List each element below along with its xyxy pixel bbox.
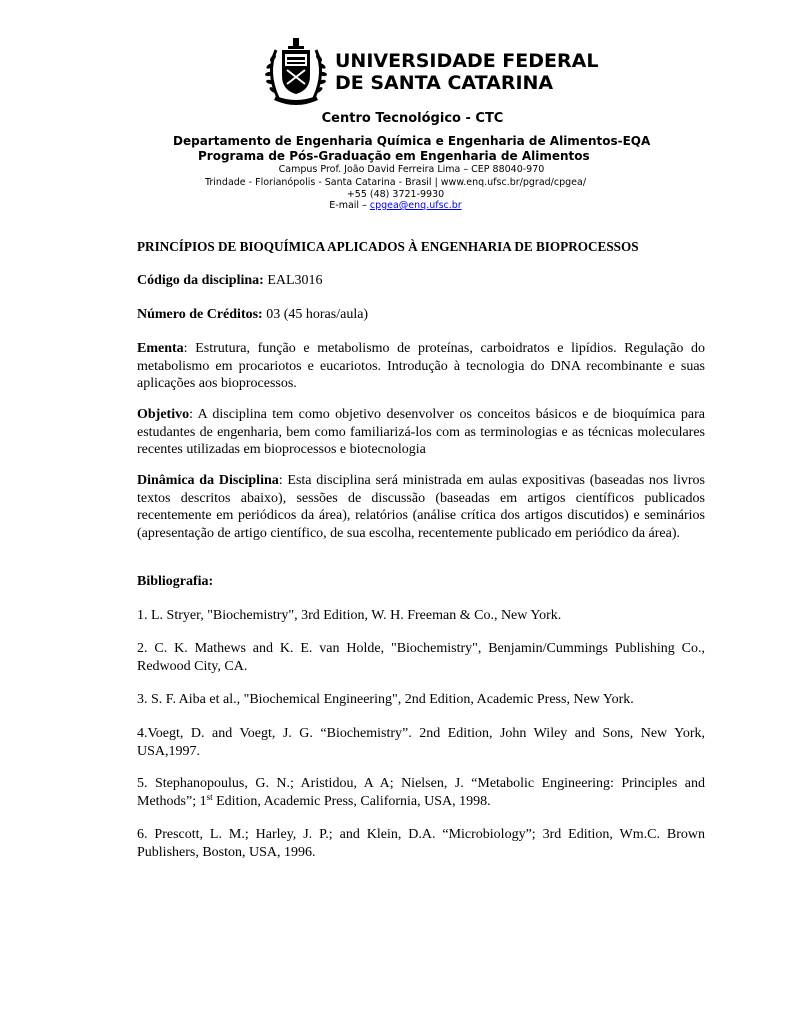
university-name-line1: UNIVERSIDADE FEDERAL: [335, 50, 599, 72]
postal-address: Trindade - Florianópolis - Santa Catarina - Brasil | www.enq.ufsc.br/pgrad/cpgea/: [204, 177, 587, 188]
objetivo-text: : A disciplina tem como objetivo desenvolver os conceitos básicos e de bioquímica para estudantes de engenharia, bem como familiarizá-los com as terminologias e as técnicas moleculares recentes utilizadas em bioprocessos e biotecnologia: [137, 407, 705, 457]
phone-number: +55 (48) 3721-9930: [346, 189, 445, 200]
credits-label: Número de Créditos:: [137, 307, 263, 322]
center-name: Centro Tecnológico - CTC: [321, 111, 504, 126]
email-line: [0, 200, 791, 211]
ementa-paragraph: [137, 340, 705, 393]
course-code: [137, 272, 705, 290]
campus-address: Campus Prof. João David Ferreira Lima – CEP 88040-970: [278, 164, 545, 175]
email-prefix: E-mail –: [329, 200, 370, 211]
program-name: Programa de Pós-Graduação em Engenharia de Alimentos: [198, 149, 590, 163]
bib5-superscript: st: [206, 791, 213, 802]
bib5-before: 5. Stephanopoulus, G. N.; Aristidou, A A; Nielsen, J. “Metabolic Engineering: Principles and Methods”; 1: [137, 776, 705, 809]
email-link[interactable]: cpgea@enq.ufsc.br: [369, 200, 462, 211]
bibliography-item-1: 1. L. Stryer, "Biochemistry", 3rd Edition, W. H. Freeman & Co., New York.: [137, 608, 562, 623]
dinamica-paragraph: [137, 472, 705, 542]
bibliography-item-5: [137, 775, 705, 810]
course-title: PRINCÍPIOS DE BIOQUÍMICA APLICADOS À ENGENHARIA DE BIOPROCESSOS: [137, 239, 639, 254]
bib5-after: Edition, Academic Press, California, USA, 1998.: [212, 793, 491, 809]
ementa-label: Ementa: [137, 341, 184, 356]
bibliography-heading: Bibliografia:: [137, 574, 214, 589]
bibliography-item-3: 3. S. F. Aiba et al., "Biochemical Engineering", 2nd Edition, Academic Press, New York.: [137, 692, 634, 707]
university-name: [335, 50, 598, 94]
course-credits: [137, 306, 705, 324]
bibliography-item-6: 6. Prescott, L. M.; Harley, J. P.; and Klein, D.A. “Microbiology”; 3rd Edition, Wm.C. Brown Publishers, Boston, USA, 1996.: [137, 827, 705, 860]
objetivo-paragraph: [137, 406, 705, 459]
credits-value: 03 (45 horas/aula): [262, 307, 369, 322]
dinamica-label: Dinâmica da Disciplina: [137, 473, 279, 488]
course-code-value: EAL3016: [263, 273, 323, 288]
course-code-label: Código da disciplina:: [137, 273, 264, 288]
university-seal-logo: [262, 36, 330, 110]
department-name: Departamento de Engenharia Química e Engenharia de Alimentos-EQA: [173, 134, 651, 148]
university-name-line2: DE SANTA CATARINA: [335, 72, 554, 94]
bibliography-item-4: 4.Voegt, D. and Voegt, J. G. “Biochemistry”. 2nd Edition, John Wiley and Sons, New York, USA,1997.: [137, 726, 705, 759]
dinamica-text: : Esta disciplina será ministrada em aulas expositivas (baseadas nos livros textos descritos abaixo), sessões de discussão (baseadas em artigos científicos publicados recentemente em periódicos da área), relatórios (análise crítica dos artigos discutidos) e seminários (apresentação de artigo científico, de sua escolha, recentemente publicado em periódico da área).: [137, 473, 705, 541]
objetivo-label: Objetivo: [137, 407, 190, 422]
bibliography-item-2: 2. C. K. Mathews and K. E. van Holde, "Biochemistry", Benjamin/Cummings Publishing Co., Redwood City, CA.: [137, 641, 705, 674]
ementa-text: : Estrutura, função e metabolismo de proteínas, carboidratos e lipídios. Regulação do metabolismo em procariotos e eucariotos. Introdução à tecnologia do DNA recombinante e suas aplicações aos bioprocessos.: [137, 341, 705, 391]
